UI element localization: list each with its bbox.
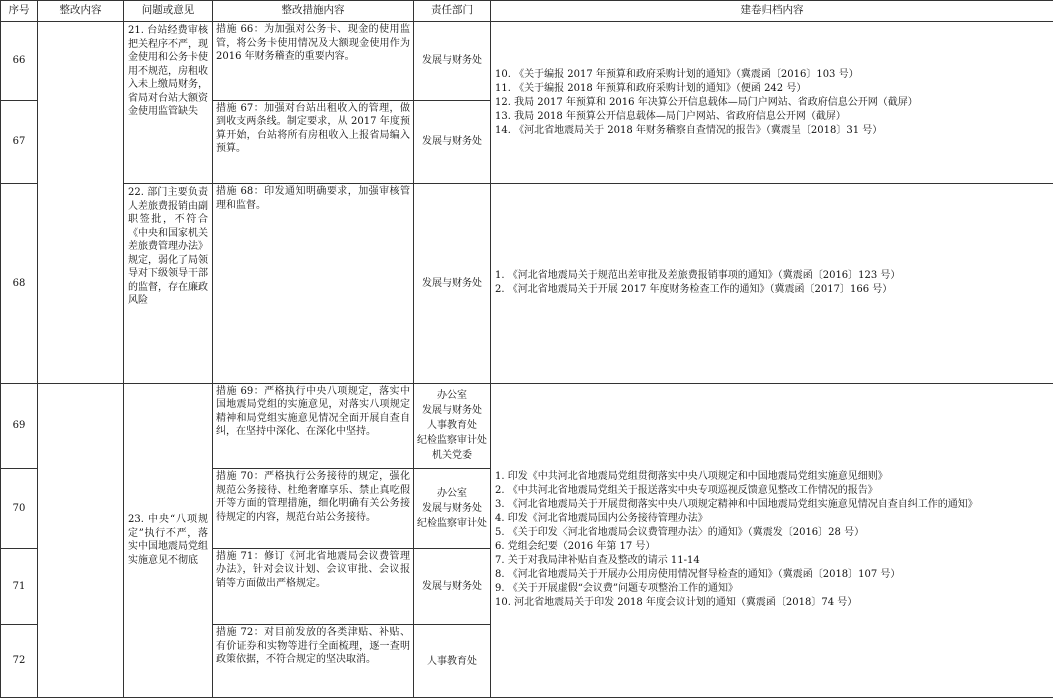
rectification-content-cell bbox=[38, 383, 124, 697]
row-number: 66 bbox=[1, 22, 38, 101]
dept-cell bbox=[414, 625, 491, 698]
table-row bbox=[1, 22, 1053, 101]
archive-item: 6. 党组会纪要（2016 年第 17 号） bbox=[495, 541, 656, 553]
header-content: 整改内容 bbox=[38, 1, 124, 22]
measure-cell: 措施 72：对目前发放的各类津贴、补贴、有价证券和实物等进行全面梳理，逐一查明政策依据，不符合规定的坚决取消。 bbox=[213, 625, 414, 698]
dept-cell bbox=[414, 22, 491, 101]
issue-cell: 23. 中央“八项规定”执行不严，落实中国地震局党组实施意见不彻底 bbox=[124, 383, 213, 697]
dept-name: 发展与财务处 bbox=[422, 405, 482, 417]
dept-name: 人事教育处 bbox=[427, 420, 477, 432]
issue-cell: 22. 部门主要负责人差旅费报销由副职签批，不符合《中央和国家机关差旅费管理办法》规定，弱化了局领导对下级领导干部的监督，存在廉政风险 bbox=[124, 184, 213, 383]
table-row bbox=[1, 383, 1053, 469]
dept-cell bbox=[414, 469, 491, 549]
archive-item: 8. 《河北省地震局关于开展办公用房使用情况督导检查的通知》（冀震函〔2018〕107 号） bbox=[495, 569, 901, 581]
dept-name: 发展与财务处 bbox=[422, 55, 482, 67]
archive-item: 1. 《河北省地震局关于规范出差审批及差旅费报销事项的通知》（冀震函〔2016〕123 号） bbox=[495, 270, 901, 282]
dept-name: 机关党委 bbox=[432, 450, 472, 462]
header-serial: 序号 bbox=[1, 1, 38, 22]
archive-item: 14. 《河北省地震局关于 2018 年财务稽察自查情况的报告》（冀震呈〔2018〕31 号） bbox=[495, 124, 883, 136]
measure-cell: 措施 70：严格执行公务接待的规定，强化规范公务接待、杜绝奢靡享乐、禁止真吃假开等方面的管理措施，细化明确有关公务接待规定的内容，规范台站公务接待。 bbox=[213, 469, 414, 549]
dept-name: 办公室 bbox=[437, 390, 467, 402]
header-issue: 问题或意见 bbox=[124, 1, 213, 22]
measure-cell: 措施 68：印发通知明确要求，加强审核管理和监督。 bbox=[213, 184, 414, 383]
header-archive: 建卷归档内容 bbox=[491, 1, 1053, 22]
dept-name: 发展与财务处 bbox=[422, 581, 482, 593]
archive-cell bbox=[491, 22, 1053, 184]
archive-item: 10. 河北省地震局关于印发 2018 年度会议计划的通知（冀震函〔2018〕74 号） bbox=[495, 597, 858, 609]
dept-name: 发展与财务处 bbox=[422, 136, 482, 148]
archive-item: 1. 印发《中共河北省地震局党组贯彻落实中央八项规定和中国地震局党组实施意见细则》 bbox=[495, 471, 888, 483]
dept-name: 纪检监察审计处 bbox=[417, 518, 487, 530]
archive-item: 12. 我局 2017 年预算和 2016 年决算公开信息载体—局门户网站、省政府信息公开网（截屏） bbox=[495, 96, 918, 108]
archive-cell bbox=[491, 184, 1053, 383]
archive-item: 13. 我局 2018 年预算公开信息载体—局门户网站、省政府信息公开网（截屏） bbox=[495, 110, 846, 122]
dept-name: 人事教育处 bbox=[427, 655, 477, 667]
measure-cell: 措施 71：修订《河北省地震局会议费管理办法》，针对会议计划、会议审批、会议报销等方面做出严格规定。 bbox=[213, 548, 414, 625]
dept-cell bbox=[414, 184, 491, 383]
dept-name: 发展与财务处 bbox=[422, 277, 482, 289]
measure-cell: 措施 67：加强对台站出租收入的管理，做到收支两条线。制定要求，从 2017 年度预算开始，台站将所有房租收入上报省局编入预算。 bbox=[213, 100, 414, 184]
archive-item: 5. 《关于印发〈河北省地震局会议费管理办法〉的通知》（冀震发〔2016〕28 号） bbox=[495, 527, 865, 539]
header-dept: 责任部门 bbox=[414, 1, 491, 22]
archive-item: 3. 《河北省地震局关于开展贯彻落实中央八项规定精神和中国地震局党组实施意见情况自查自纠工作的通知》 bbox=[495, 499, 978, 511]
archive-item: 2. 《河北省地震局关于开展 2017 年度财务检查工作的通知》（冀震函〔2017〕166 号） bbox=[495, 284, 893, 296]
archive-item: 9. 《关于开展虚假“会议费”问题专项整治工作的通知》 bbox=[495, 583, 738, 595]
issue-cell: 21. 台站经费审核把关程序不严，现金使用和公务卡使用不规范，房租收入未上缴局财务，省局对台站大额资金使用监管缺失 bbox=[124, 22, 213, 184]
measure-cell: 措施 66：为加强对公务卡、现金的使用监管，将公务卡使用情况及大额现金使用作为 2016 年财务稽查的重要内容。 bbox=[213, 22, 414, 101]
archive-item: 2. 《中共河北省地震局党组关于报送落实中央专项巡视反馈意见整改工作情况的报告》 bbox=[495, 485, 878, 497]
row-number: 68 bbox=[1, 184, 38, 383]
dept-name: 纪检监察审计处 bbox=[417, 435, 487, 447]
measure-cell: 措施 69：严格执行中央八项规定，落实中国地震局党组的实施意见，对落实八项规定精神和局党组实施意见情况全面开展自查自纠，在坚持中深化、在深化中坚持。 bbox=[213, 383, 414, 469]
archive-item: 11. 《关于编报 2018 年预算和政府采购计划的通知》（便函 242 号） bbox=[495, 82, 807, 94]
row-number: 69 bbox=[1, 383, 38, 469]
archive-item: 7. 关于对我局津补贴自查及整改的请示 11-14 bbox=[495, 555, 700, 567]
archive-cell bbox=[491, 383, 1053, 697]
rectification-content-cell bbox=[38, 22, 124, 384]
dept-cell bbox=[414, 548, 491, 625]
archive-item: 4. 印发《河北省地震局国内公务接待管理办法》 bbox=[495, 513, 708, 525]
table-row bbox=[1, 184, 1053, 383]
dept-cell bbox=[414, 100, 491, 184]
dept-name: 发展与财务处 bbox=[422, 503, 482, 515]
row-number: 70 bbox=[1, 469, 38, 549]
row-number: 71 bbox=[1, 548, 38, 625]
header-row bbox=[1, 1, 1053, 22]
dept-cell bbox=[414, 383, 491, 469]
header-measure: 整改措施内容 bbox=[213, 1, 414, 22]
dept-name: 办公室 bbox=[437, 488, 467, 500]
archive-item: 10. 《关于编报 2017 年预算和政府采购计划的通知》（冀震函〔2016〕103 号） bbox=[495, 68, 859, 80]
row-number: 72 bbox=[1, 625, 38, 698]
row-number: 67 bbox=[1, 100, 38, 184]
